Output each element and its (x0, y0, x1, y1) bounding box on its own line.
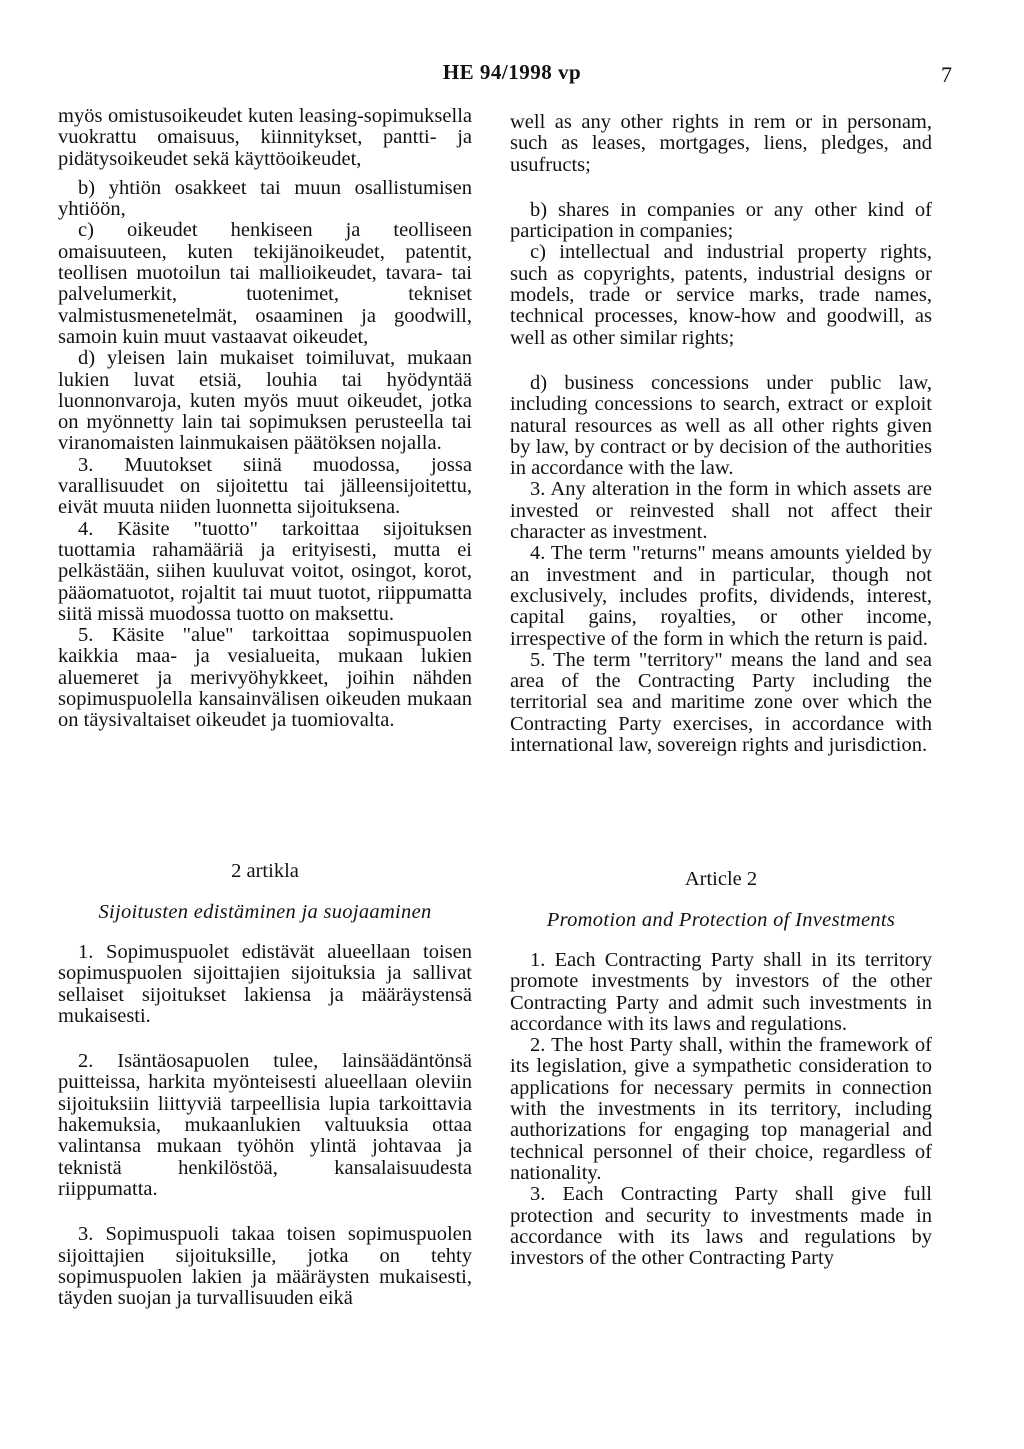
en-article-paragraph-3: 3. Each Contracting Party shall give full protection and security to investments made in accordance with its laws and regulations by investors of the other Contracting Party (510, 1183, 932, 1270)
fi-paragraph-6: 4. Käsite "tuotto" tarkoittaa sijoituksen tuottamia rahamääriä ja erityisesti, mutta ei pelkästään, siihen kuuluvat voitot, osingot, korot, pääomatuotot, rojaltit tai muut tuotot, riippumatta siitä missä muodossa tuotto on maksettu. (58, 517, 472, 625)
en-article-paragraph-2: 2. The host Party shall, within the framework of its legislation, give a sympathetic consideration to applications for necessary permits in connection with the investments in its territory, including authorizations for engaging top managerial and technical personnel of their choice, regardless of nationality. (510, 1034, 932, 1184)
fi-paragraph-5: 3. Muutokset siinä muodossa, jossa varallisuudet on sijoitettu tai jälleensijoitettu, eivät muuta niiden luonnetta sijoituksena. (58, 453, 472, 519)
en-article-heading (510, 868, 932, 932)
english-column-top (510, 112, 932, 756)
fi-paragraph-1: myös omistusoikeudet kuten leasing-sopimuksella vuokrattu omaisuus, kiinnitykset, pantti- ja pidätysoikeudet sekä käyttöoikeudet, (58, 105, 472, 170)
document-id: HE 94/1998 vp (442, 60, 582, 84)
page-number: 7 (941, 62, 952, 87)
en-paragraph-3: c) intellectual and industrial property rights, such as copyrights, patents, industrial designs or models, trade or service marks, trade names, technical processes, know-how and goodwill, as well as other similar rights; (510, 241, 932, 349)
english-column-bottom (510, 950, 932, 1269)
fi-paragraph-2: b) yhtiön osakkeet tai muun osallistumisen yhtiöön, (58, 176, 472, 221)
en-paragraph-4: d) business concessions under public law, including concessions to search, extract or exploit natural resources as well as all other rights given by law, by contract or by decision of the authorities in accordance with the law. (510, 371, 932, 480)
fi-paragraph-3: c) oikeudet henkiseen ja teolliseen omaisuuteen, kuten tekijänoikeudet, patentit, teollisen muotoilun tai mallioikeudet, tavara- tai palvelumerkit, tuotenimet, tekniset valmistusmenetelmät, osaaminen ja goodwill, samoin kuin muut vastaavat oikeudet, (58, 219, 472, 348)
en-paragraph-6: 4. The term "returns" means amounts yielded by an investment and in particular, though not exclusively, includes profits, dividends, interest, capital gains, royalties, or other income, irrespective of the form in which the return is paid. (510, 542, 932, 650)
en-paragraph-1: well as any other rights in rem or in personam, such as leases, mortgages, liens, pledges, and usufructs; (510, 111, 932, 176)
en-article-number: Article 2 (684, 868, 758, 890)
en-paragraph-2: b) shares in companies or any other kind of participation in companies; (510, 198, 932, 243)
finnish-column-top (58, 106, 472, 732)
en-paragraph-5: 3. Any alteration in the form in which assets are invested or reinvested shall not affect their character as investment. (510, 478, 932, 544)
fi-article-title: Sijoitusten edistäminen ja suojaaminen (98, 901, 432, 923)
fi-paragraph-7: 5. Käsite "alue" tarkoittaa sopimuspuolen kaikkia maa- ja vesialueita, mukaan lukien aluemeret ja merivyöhykkeet, joihin nähden sopimuspuolella kansainvälisen oikeuden mukaan on täysivaltaiset oikeudet ja tuomiovalta. (58, 624, 472, 732)
fi-article-paragraph-1: 1. Sopimuspuolet edistävät alueellaan toisen sopimuspuolen sijoittajien sijoituksia ja sallivat sellaiset sijoitukset lakiensa ja määräystensä mukaisesti. (58, 941, 472, 1027)
page-header (0, 60, 1024, 90)
fi-article-paragraph-3: 3. Sopimuspuoli takaa toisen sopimuspuolen sijoittajien sijoituksille, jotka on tehty sopimuspuolen lakien ja määräysten mukaisesti, täyden suojan ja turvallisuuden eikä (58, 1223, 472, 1310)
finnish-column-bottom (58, 942, 472, 1309)
en-article-title: Promotion and Protection of Investments (546, 909, 896, 931)
en-paragraph-7: 5. The term "territory" means the land and sea area of the Contracting Party including the territorial sea and maritime zone over which the Contracting Party exercises, in accordance with international law, sovereign rights and jurisdiction. (510, 648, 932, 757)
fi-paragraph-4: d) yleisen lain mukaiset toimiluvat, mukaan lukien luvat etsiä, louhia tai hyödyntää luonnonvaroja, kuten myös muut oikeudet, jotka on myönnetty lain tai sopimuksen perusteella tai viranomaisten lainmukaisen päätöksen nojalla. (58, 347, 472, 455)
fi-article-number: 2 artikla (231, 860, 299, 882)
en-article-paragraph-1: 1. Each Contracting Party shall in its territory promote investments by investors of the other Contracting Party and admit such investments in accordance with its laws and regulations. (510, 949, 932, 1035)
fi-article-heading (58, 860, 472, 924)
fi-article-paragraph-2: 2. Isäntäosapuolen tulee, lainsäädäntönsä puitteissa, harkita myönteisesti alueellaan oleviin sijoituksiin liittyviä tarpeellisia lupia tarkoittavia hakemuksia, mukaanlukien valtuuksia ottaa valintansa mukaan työhön ylintä johtavaa ja teknistä henkilöstöä, kansalaisuudesta riippumatta. (58, 1050, 472, 1200)
